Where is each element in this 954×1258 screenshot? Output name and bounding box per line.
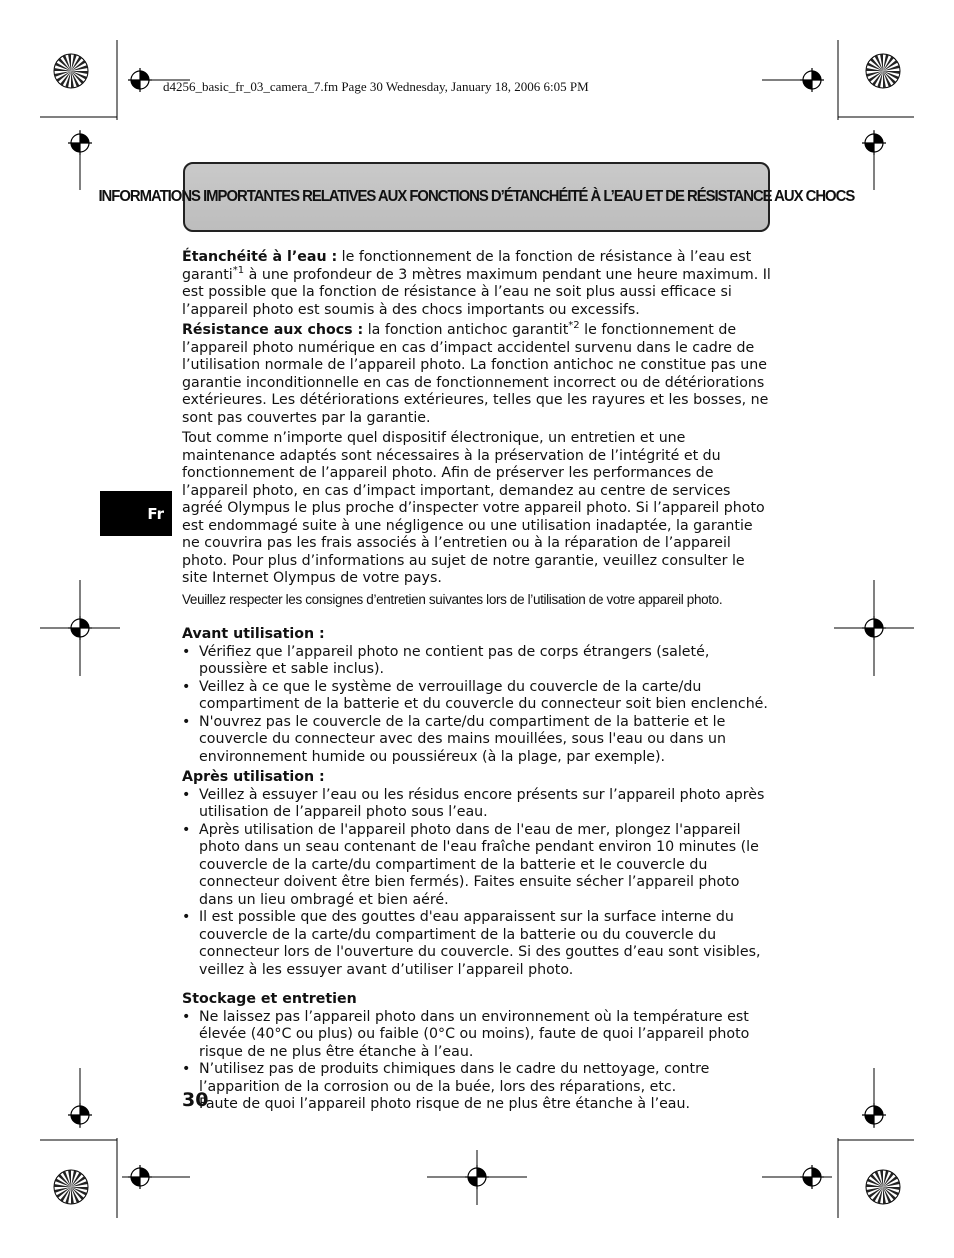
section-title-box xyxy=(98,162,855,232)
before-use-list xyxy=(182,644,774,767)
waterproof-label: Étanchéité à l’eau : xyxy=(182,249,338,265)
shockproof-label: Résistance aux chocs : xyxy=(182,322,364,338)
before-use-heading: Avant utilisation : xyxy=(182,626,325,642)
list-item: • Après utilisation de l'appareil photo dans de l'eau de mer, plongez l'appareil photo dans un seau contenant de l'eau fraîche pendant environ 10 minutes (le couvercle de la carte/du compartiment de la batterie et le couvercle du connecteur doivent être bien fermés). Faites ensuite sécher l’appareil photo dans un lieu ombragé et bien aéré. xyxy=(182,822,774,910)
storage-heading: Stockage et entretien xyxy=(182,991,357,1007)
language-tab: Fr xyxy=(100,491,172,536)
list-item xyxy=(182,1061,774,1114)
page-number: 30 xyxy=(182,1089,209,1111)
shockproof-text-a: la fonction antichoc garantit xyxy=(363,322,569,338)
list-item: • Veillez à essuyer l’eau ou les résidus encore présents sur l’appareil photo après utilisation de l’appareil photo sous l’eau. xyxy=(182,787,774,822)
footnote-ref-2: *2 xyxy=(568,320,580,331)
intro-paragraph: Tout comme n’importe quel dispositif électronique, un entretien et une maintenance adaptés sont nécessaires à la préservation de l’intégrité et du fonctionnement de l’appareil photo. Afin de préserver les performances de l’appareil photo, en cas d’impact important, demandez au centre de services agréé Olympus le plus proche d’inspecter votre appareil photo. Si l’appareil photo est endommagé suite à une négligence ou une utilisation inadaptée, la garantie ne couvrira pas les frais associés à l’entretien ou à la réparation de l’appareil photo. Pour plus d’informations au sujet de notre garantie, veuillez consulter le site Internet Olympus de votre pays. xyxy=(182,430,765,586)
list-item: • Vérifiez que l’appareil photo ne contient pas de corps étrangers (saleté, poussière et sable inclus). xyxy=(182,644,774,679)
waterproof-text-b: à une profondeur de 3 mètres maximum pendant une heure maximum. Il est possible que la fonction de résistance à l’eau ne soit plus aussi efficace si l’appareil photo est soumis à des chocs importants ou excessifs. xyxy=(182,266,771,318)
storage-item-2-continuation: Faute de quoi l’appareil photo risque de ne plus être étanche à l’eau. xyxy=(199,1096,690,1112)
waterproof-paragraph xyxy=(182,249,774,319)
file-header-line: d4256_basic_fr_03_camera_7.fm Page 30 Wednesday, January 18, 2006 6:05 PM xyxy=(163,79,589,94)
waterproof-text-a: le fonctionnement de la fonction de résistance à l’eau est garanti xyxy=(182,249,752,283)
list-item: • Veillez à ce que le système de verrouillage du couvercle de la carte/du compartiment de la batterie et du couvercle du connecteur soit bien enclenché. xyxy=(182,679,774,714)
after-use-list xyxy=(182,787,774,980)
main-content xyxy=(182,249,774,1114)
storage-list xyxy=(182,1009,774,1114)
care-instructions-note: Veuillez respecter les consignes d’entretien suivantes lors de l’utilisation de votre appareil photo. xyxy=(182,591,723,607)
footnote-ref-1: *1 xyxy=(232,264,245,276)
shockproof-paragraph xyxy=(182,322,774,427)
list-item: • N'ouvrez pas le couvercle de la carte/du compartiment de la batterie et le couvercle du connecteur avec des mains mouillées, sous l'eau ou dans un environnement humide ou poussiéreux (à la plage, par exemple). xyxy=(182,714,774,767)
list-item: • Ne laissez pas l’appareil photo dans un environnement où la température est élevée (40°C ou plus) ou faible (0°C ou moins), faute de quoi l’appareil photo risque de ne plus être étanche à l’eau. xyxy=(182,1009,774,1062)
after-use-heading: Après utilisation : xyxy=(182,769,325,785)
list-item: • Il est possible que des gouttes d'eau apparaissent sur la surface interne du couvercle de la carte/du compartiment de la batterie ou du couvercle du connecteur lors de l'ouverture du couvercle. Si des gouttes d’eau sont visibles, veillez à les essuyer avant d’utiliser l’appareil photo. xyxy=(182,909,774,979)
storage-item-2-text: N’utilisez pas de produits chimiques dans le cadre du nettoyage, contre l’apparition de la corrosion ou de la buée, lors des réparations, etc. xyxy=(199,1061,710,1095)
shockproof-text-b: le fonctionnement de l’appareil photo numérique en cas d’impact accidentel survenu dans le cadre de l’utilisation normale de l’appareil photo. La fonction antichoc ne constitue pas une garantie inconditionnelle en cas de fonctionnement incorrect ou de détériorations extérieures. Les détériorations extérieures, telles que les rayures et les bosses, ne sont pas couvertes par la garantie. xyxy=(182,322,769,426)
section-title: INFORMATIONS IMPORTANTES RELATIVES AUX FONCTIONS D’ÉTANCHÉITÉ À L’EAU ET DE RÉSISTANCE AUX CHOCS xyxy=(98,188,855,205)
